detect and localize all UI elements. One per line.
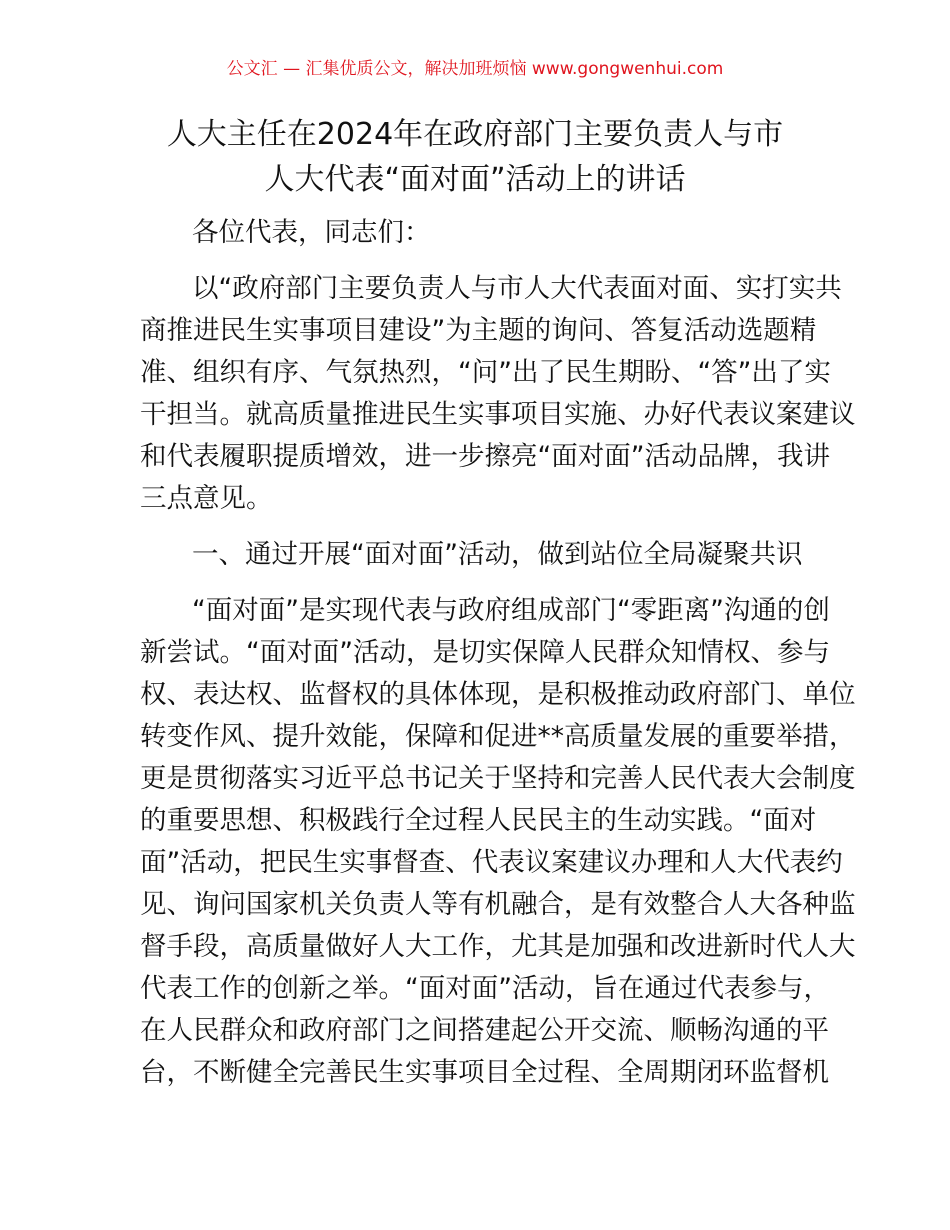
paragraph-line: 面”活动，把民生实事督查、代表议案建议办理和人大代表约 [140,847,843,878]
paragraph-line: 的重要思想、积极践行全过程人民民主的生动实践。“面对 [140,805,817,836]
paragraph-line: 以“政府部门主要负责人与市人大代表面对面、实打实共 [192,273,842,304]
paragraph-section-1 [140,590,856,1094]
section-heading-text: 一、通过开展“面对面”活动，做到站位全局凝聚共识 [192,539,803,570]
title-line-1: 人大主任在2024年在政府部门主要负责人与市 [166,117,784,152]
paragraph-line: 商推进民生实事项目建设”为主题的询问、答复活动选题精 [140,315,817,346]
paragraph-line: 和代表履职提质增效，进一步擦亮“面对面”活动品牌，我讲 [140,441,830,472]
paragraph-line: 督手段，高质量做好人大工作，尤其是加强和改进新时代人大 [140,931,856,962]
paragraph-line: 见、询问国家机关负责人等有机融合，是有效整合人大各种监 [140,889,856,920]
paragraph-line: 新尝试。“面对面”活动，是切实保障人民群众知情权、参与 [140,637,830,668]
title-line-2: 人大代表“面对面”活动上的讲话 [264,162,686,197]
paragraph-line: 台，不断健全完善民生实事项目全过程、全周期闭环监督机 [140,1057,829,1088]
paragraph-line: 在人民群众和政府部门之间搭建起公开交流、顺畅沟通的平 [140,1015,829,1046]
section-heading-1 [140,534,812,576]
paragraph-line: 更是贯彻落实习近平总书记关于坚持和完善人民代表大会制度 [140,763,856,794]
paragraph-line: 转变作风、提升效能，保障和促进**高质量发展的重要举措， [140,721,856,752]
document-title [130,112,820,202]
paragraph-intro [140,268,856,520]
paragraph-line: 代表工作的创新之举。“面对面”活动，旨在通过代表参与， [140,973,830,1004]
paragraph-line: “面对面”是实现代表与政府组成部门“零距离”沟通的创 [192,595,830,626]
paragraph-line: 三点意见。 [140,483,273,514]
paragraph-line: 准、组织有序、气氛热烈，“问”出了民生期盼、“答”出了实 [140,357,831,388]
paragraph-line: 干担当。就高质量推进民生实事项目实施、办好代表议案建议 [140,399,856,430]
document-body [140,212,856,1094]
salutation: 各位代表，同志们： [192,217,431,248]
header-banner: 公文汇 — 汇集优质公文，解决加班烦恼 www.gongwenhui.com [226,59,724,79]
paragraph-line: 权、表达权、监督权的具体体现，是积极推动政府部门、单位 [140,679,856,710]
